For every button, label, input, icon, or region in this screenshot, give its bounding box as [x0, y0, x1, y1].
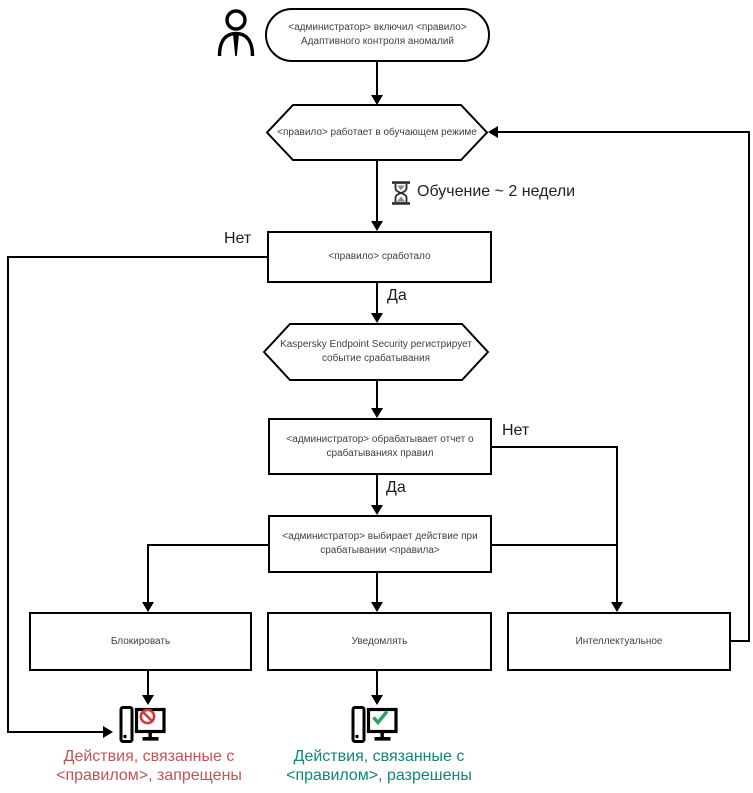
branch-label-yes-2: Да	[386, 479, 406, 496]
arrowhead-action-notify	[371, 602, 383, 612]
action-notify-label: Уведомлять	[351, 635, 408, 647]
person-icon	[216, 9, 256, 64]
arrowhead-kes-report	[371, 408, 383, 418]
connector-block-computer	[147, 671, 149, 695]
computer-blocked-icon	[119, 704, 167, 753]
rule-triggered-label: <правило> сработало	[328, 251, 431, 262]
arrowhead-no1-blocked	[103, 726, 113, 738]
branch-label-no-2: Нет	[502, 422, 530, 439]
training-duration-label: Обучение ~ 2 недели	[417, 183, 576, 200]
outcome-allowed-text: Действия, связанные с <правилом>, разрешены	[286, 748, 472, 784]
rule-triggered-node	[267, 231, 492, 283]
connector-no1-horizontal	[7, 256, 267, 258]
arrowhead-triggered-kes	[371, 313, 383, 323]
admin-report-label: <администратор> обрабатывает отчет о срабатываниях правил	[286, 433, 474, 459]
kes-registers-label: Kaspersky Endpoint Security регистрирует событие срабатывания	[280, 339, 472, 364]
connector-start-learning	[376, 62, 378, 96]
admin-report-node	[268, 418, 492, 475]
kes-registers-node	[263, 323, 489, 381]
admin-action-label: <администратор> выбирает действие при срабатывании <правила>	[282, 531, 478, 556]
start-node-label: <администратор> включил <правило> Адаптивного контроля аномалий	[288, 22, 467, 47]
action-smart-label: Интеллектуальное	[575, 635, 663, 647]
outcome-blocked-text: Действия, связанные с <правилом>, запрещены	[56, 748, 242, 784]
connector-smart-loop-vertical	[748, 131, 750, 642]
computer-allowed-icon	[351, 704, 399, 753]
learning-mode-label: <правило> работает в обучающем режиме	[277, 126, 477, 138]
connector-report-action	[376, 475, 378, 506]
connector-kes-report	[376, 381, 378, 409]
connector-no1-vertical	[7, 256, 9, 733]
connector-no2-horizontal	[492, 446, 618, 448]
learning-mode-node	[266, 104, 488, 161]
hourglass-icon	[391, 181, 411, 210]
connector-action-block-v	[147, 544, 149, 602]
connector-notify-computer	[376, 671, 378, 695]
connector-action-notify	[376, 573, 378, 602]
connector-no2-vertical	[616, 446, 618, 602]
arrowhead-report-action	[371, 505, 383, 515]
admin-action-node	[268, 515, 492, 573]
start-node	[265, 8, 490, 62]
action-notify-node	[267, 612, 492, 671]
connector-smart-loop-top	[498, 131, 750, 133]
connector-triggered-kes	[376, 283, 378, 314]
arrowhead-loop-learning	[488, 126, 498, 138]
connector-no1-bottom	[7, 731, 103, 733]
action-block-label: Блокировать	[110, 635, 171, 647]
arrowhead-action-block	[142, 602, 154, 612]
action-smart-node	[507, 612, 731, 671]
action-block-node	[29, 612, 252, 671]
connector-action-block-h	[147, 544, 268, 546]
arrowhead-no2-smart	[611, 602, 623, 612]
connector-action-smart-h	[492, 544, 618, 546]
branch-label-yes-1: Да	[387, 287, 407, 304]
branch-label-no-1: Нет	[224, 230, 252, 247]
connector-learning-triggered	[376, 161, 378, 222]
arrowhead-learning-triggered	[371, 221, 383, 231]
